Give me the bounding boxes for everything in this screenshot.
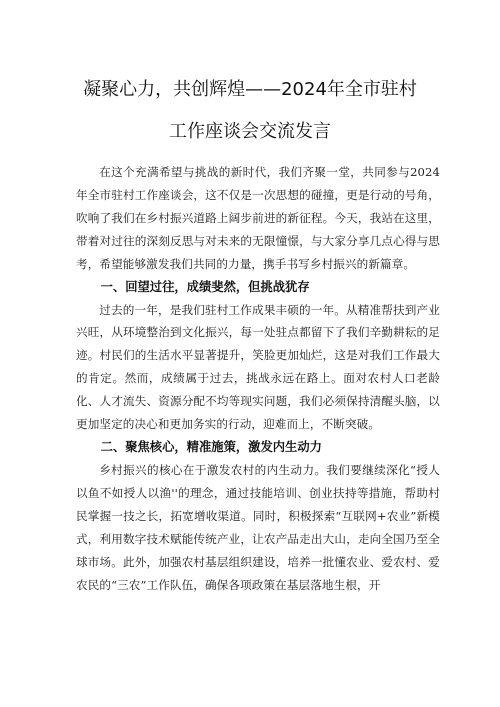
document-body xyxy=(76,161,440,596)
document-title-line-1: 凝聚心力，共创辉煌——2024年全市驻村 xyxy=(83,79,417,100)
section-1-paragraph: 过去的一年，是我们驻村工作成果丰硕的一年。从精准帮扶到产业兴旺，从环境整治到文化振兴，每一处驻点都留下了我们辛勤耕耘的足迹。村民们的生活水平显著提升，笑脸更加灿烂，这是对我们工作最大的肯定。然而，成绩属于过去，挑战永远在路上。面对农村人口老龄化、人才流失、资源分配不均等现实问题，我们必须保持清醒头脑，以更加坚定的决心和更加务实的行动，迎难而上，不断突破。 xyxy=(76,302,440,432)
document-title-line-2: 工作座谈会交流发言 xyxy=(169,121,331,142)
section-2-heading: 二、聚焦核心，精准施策，激发内生动力 xyxy=(100,439,322,454)
section-2-paragraph: 乡村振兴的核心在于激发农村的内生动力。我们要继续深化“授人以鱼不如授人以渔''的理念，通过技能培训、创业扶持等措施，帮助村民掌握一技之长，拓宽增收渠道。同时，积极探索“互联网+农业”新模式，利用数字技术赋能传统产业，让农产品走出大山，走向全国乃至全球市场。此外，加强农村基层组织建设，培养一批懂农业、爱农村、爱农民的“三农”工作队伍，确保各项政策在基层落地生根，开 xyxy=(76,462,440,592)
section-1-heading: 一、回望过往，成绩斐然，但挑战犹存 xyxy=(100,279,310,294)
intro-paragraph: 在这个充满希望与挑战的新时代，我们齐聚一堂，共同参与2024年全市驻村工作座谈会，这不仅是一次思想的碰撞，更是行动的号角，吹响了我们在乡村振兴道路上阔步前进的新征程。今天，我站在这里，带着对过往的深刻反思与对未来的无限憧憬，与大家分享几点心得与思考，希望能够激发我们共同的力量，携手书写乡村振兴的新篇章。 xyxy=(76,165,440,271)
